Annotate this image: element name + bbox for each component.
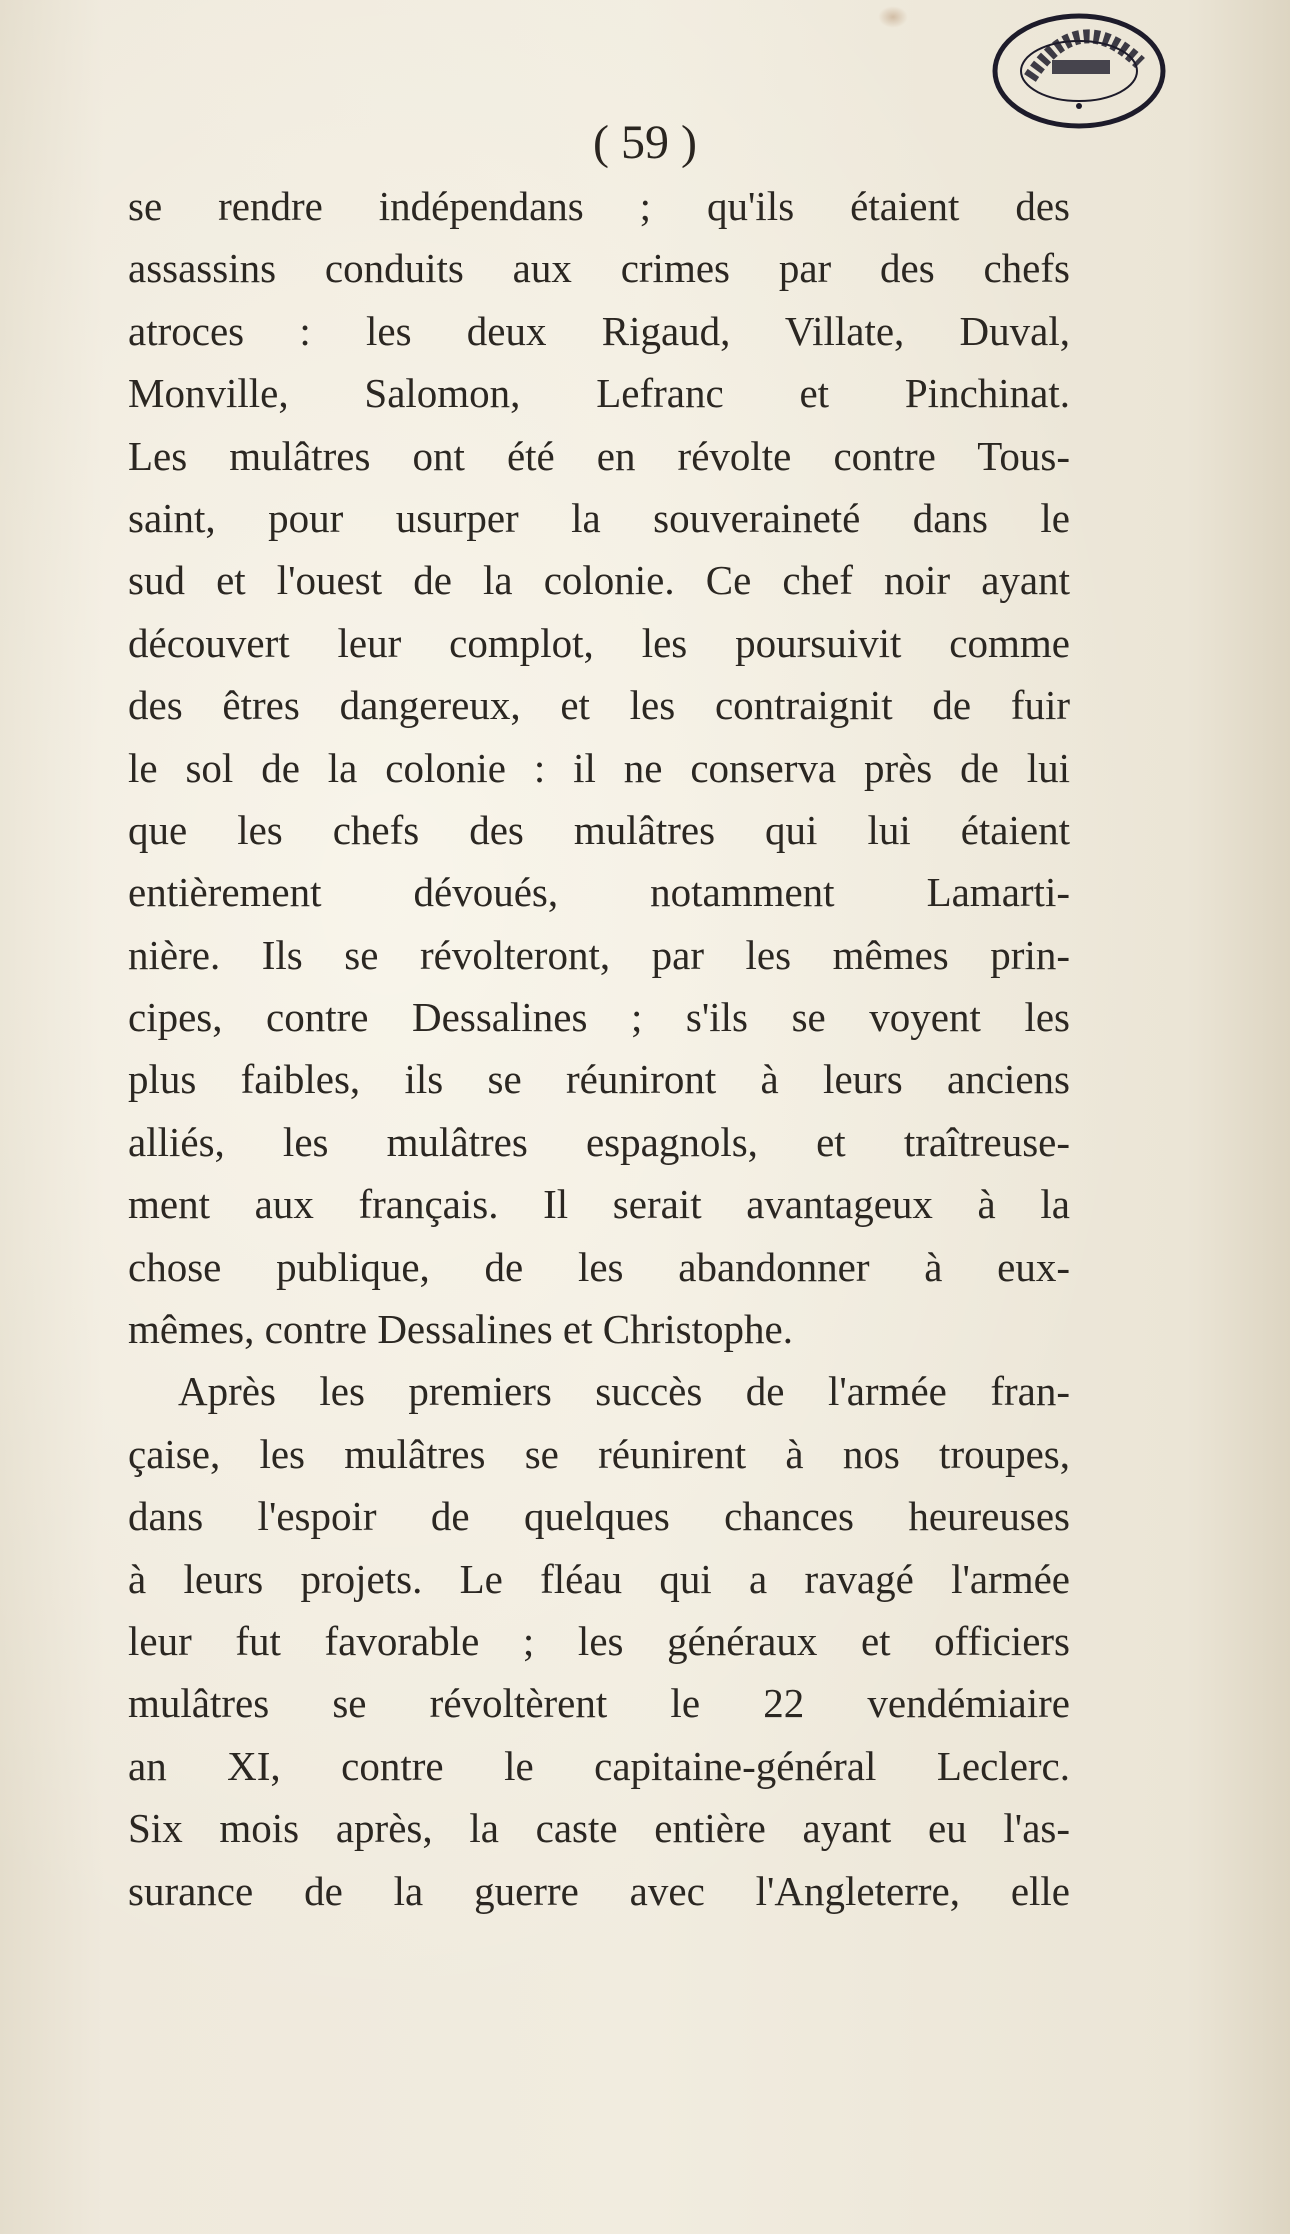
- text-line: chose publique, de les abandonner à eux-: [128, 1243, 1070, 1290]
- text-line: nière. Ils se révolteront, par les mêmes prin-: [128, 931, 1070, 978]
- text-line: alliés, les mulâtres espagnols, et traîtreuse-: [128, 1118, 1070, 1165]
- text-line: ment aux français. Il serait avantageux à la: [128, 1181, 1070, 1228]
- text-line: cipes, contre Dessalines ; s'ils se voyent les: [128, 994, 1070, 1041]
- page-number: ( 59 ): [593, 116, 697, 169]
- body-text: [128, 175, 1070, 1922]
- text-line: que les chefs des mulâtres qui lui étaient: [128, 806, 1070, 853]
- text-line: Monville, Salomon, Lefranc et Pinchinat.: [128, 370, 1070, 417]
- text-line: dans l'espoir de quelques chances heureuses: [128, 1493, 1070, 1540]
- text-line: çaise, les mulâtres se réunirent à nos troupes,: [128, 1430, 1070, 1477]
- text-line: entièrement dévoués, notamment Lamarti-: [128, 869, 1070, 916]
- text-line: à leurs projets. Le fléau qui a ravagé l'armée: [128, 1555, 1070, 1602]
- text-line: découvert leur complot, les poursuivit comme: [128, 619, 1070, 666]
- paper-stain: [878, 6, 908, 28]
- text-line: Après les premiers succès de l'armée fran-: [178, 1368, 1070, 1415]
- text-line: leur fut favorable ; les généraux et officiers: [128, 1617, 1070, 1664]
- text-line: atroces : les deux Rigaud, Villate, Duval,: [128, 307, 1070, 354]
- text-line: Les mulâtres ont été en révolte contre Tous-: [128, 432, 1070, 479]
- text-line: assassins conduits aux crimes par des chefs: [128, 245, 1070, 292]
- text-line: mulâtres se révoltèrent le 22 vendémiaire: [128, 1680, 1070, 1727]
- text-line: sud et l'ouest de la colonie. Ce chef noir ayant: [128, 557, 1070, 604]
- text-line: se rendre indépendans ; qu'ils étaient des: [128, 183, 1070, 229]
- text-line: des êtres dangereux, et les contraignit de fuir: [128, 682, 1070, 729]
- text-line: surance de la guerre avec l'Angleterre, elle: [128, 1867, 1070, 1914]
- text-line: saint, pour usurper la souveraineté dans le: [128, 494, 1070, 541]
- text-line: plus faibles, ils se réuniront à leurs anciens: [128, 1056, 1070, 1103]
- text-line: le sol de la colonie : il ne conserva près de lui: [128, 744, 1070, 791]
- text-line: Six mois après, la caste entière ayant eu l'as-: [128, 1805, 1070, 1852]
- text-line: mêmes, contre Dessalines et Christophe.: [128, 1306, 793, 1353]
- text-line: an XI, contre le capitaine-général Leclerc.: [128, 1742, 1070, 1789]
